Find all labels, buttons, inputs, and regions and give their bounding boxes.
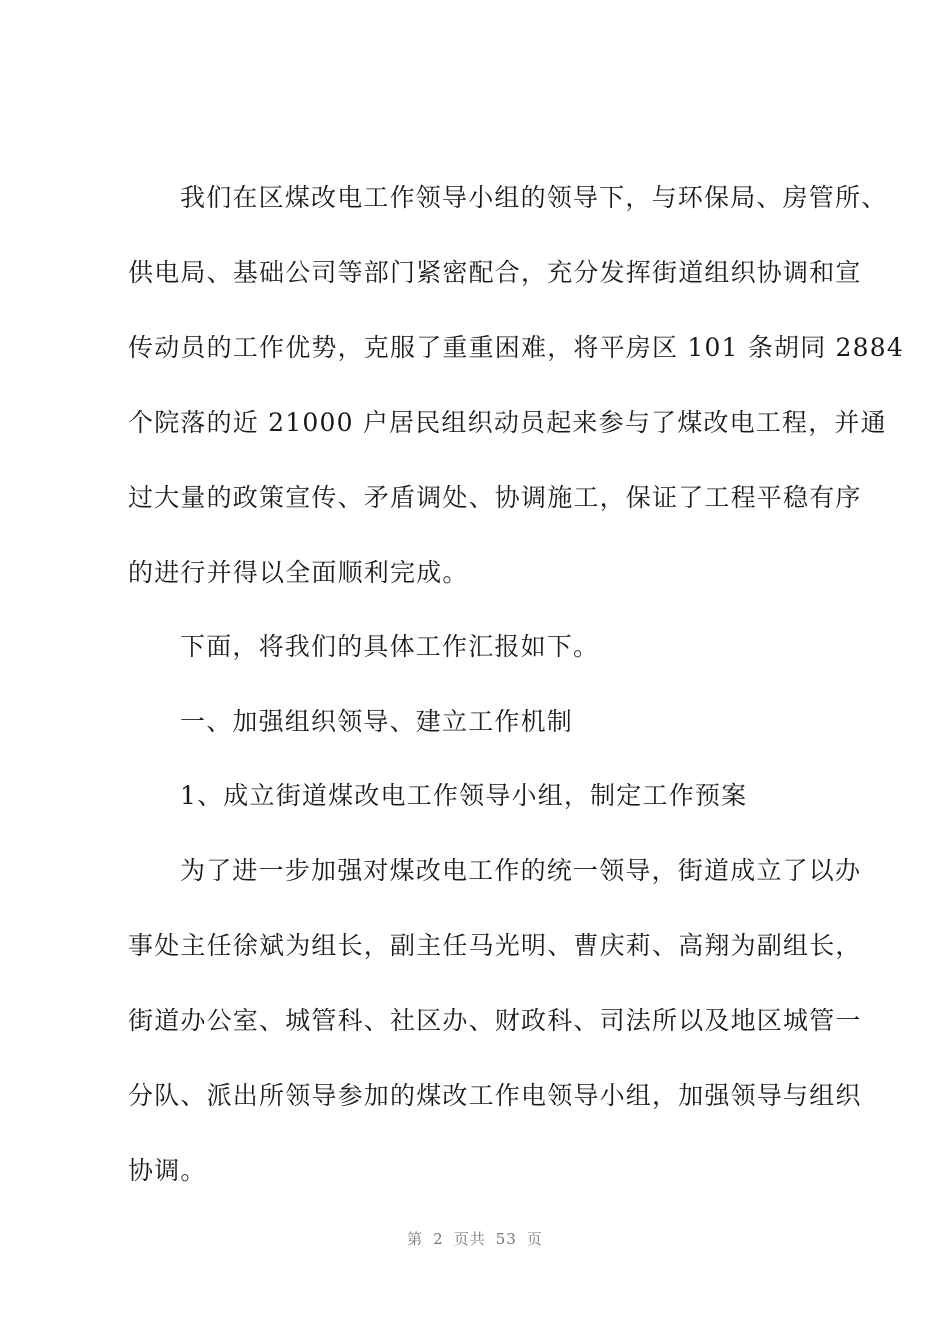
footer-suffix: 页 [526,1230,543,1248]
paragraph-3-line-5: 协调。 [128,1156,207,1185]
footer-total-pages: 53 [495,1230,517,1248]
paragraph-3-line-2: 事处主任徐斌为组长，副主任马光明、曹庆莉、高翔为副组长， [128,931,862,960]
page-footer [0,1228,950,1249]
paragraph-3-line-4: 分队、派出所领导参加的煤改工作电领导小组，加强领导与组织 [128,1081,862,1110]
footer-middle: 页共 [453,1230,486,1248]
paragraph-3-line-3: 街道办公室、城管科、社区办、财政科、司法所以及地区城管一 [128,1006,862,1035]
paragraph-1-line-1: 我们在区煤改电工作领导小组的领导下，与环保局、房管所、 [180,183,888,212]
subsection-heading-1: 1、成立街道煤改电工作领导小组，制定工作预案 [180,781,748,810]
paragraph-3-line-1: 为了进一步加强对煤改电工作的统一领导，街道成立了以办 [180,856,862,885]
paragraph-1-line-2: 供电局、基础公司等部门紧密配合，充分发挥街道组织协调和宣 [128,258,862,287]
footer-prefix: 第 [407,1230,424,1248]
paragraph-1-line-5: 过大量的政策宣传、矛盾调处、协调施工，保证了工程平稳有序 [128,483,862,512]
paragraph-1-line-4: 个院落的近 21000 户居民组织动员起来参与了煤改电工程，并通 [128,408,887,437]
paragraph-1-line-3: 传动员的工作优势，克服了重重困难，将平房区 101 条胡同 2884 [128,333,904,362]
paragraph-2: 下面，将我们的具体工作汇报如下。 [180,632,600,661]
section-heading-1: 一、加强组织领导、建立工作机制 [180,707,574,736]
paragraph-1-line-6: 的进行并得以全面顺利完成。 [128,558,469,587]
footer-page-number: 2 [433,1230,444,1248]
